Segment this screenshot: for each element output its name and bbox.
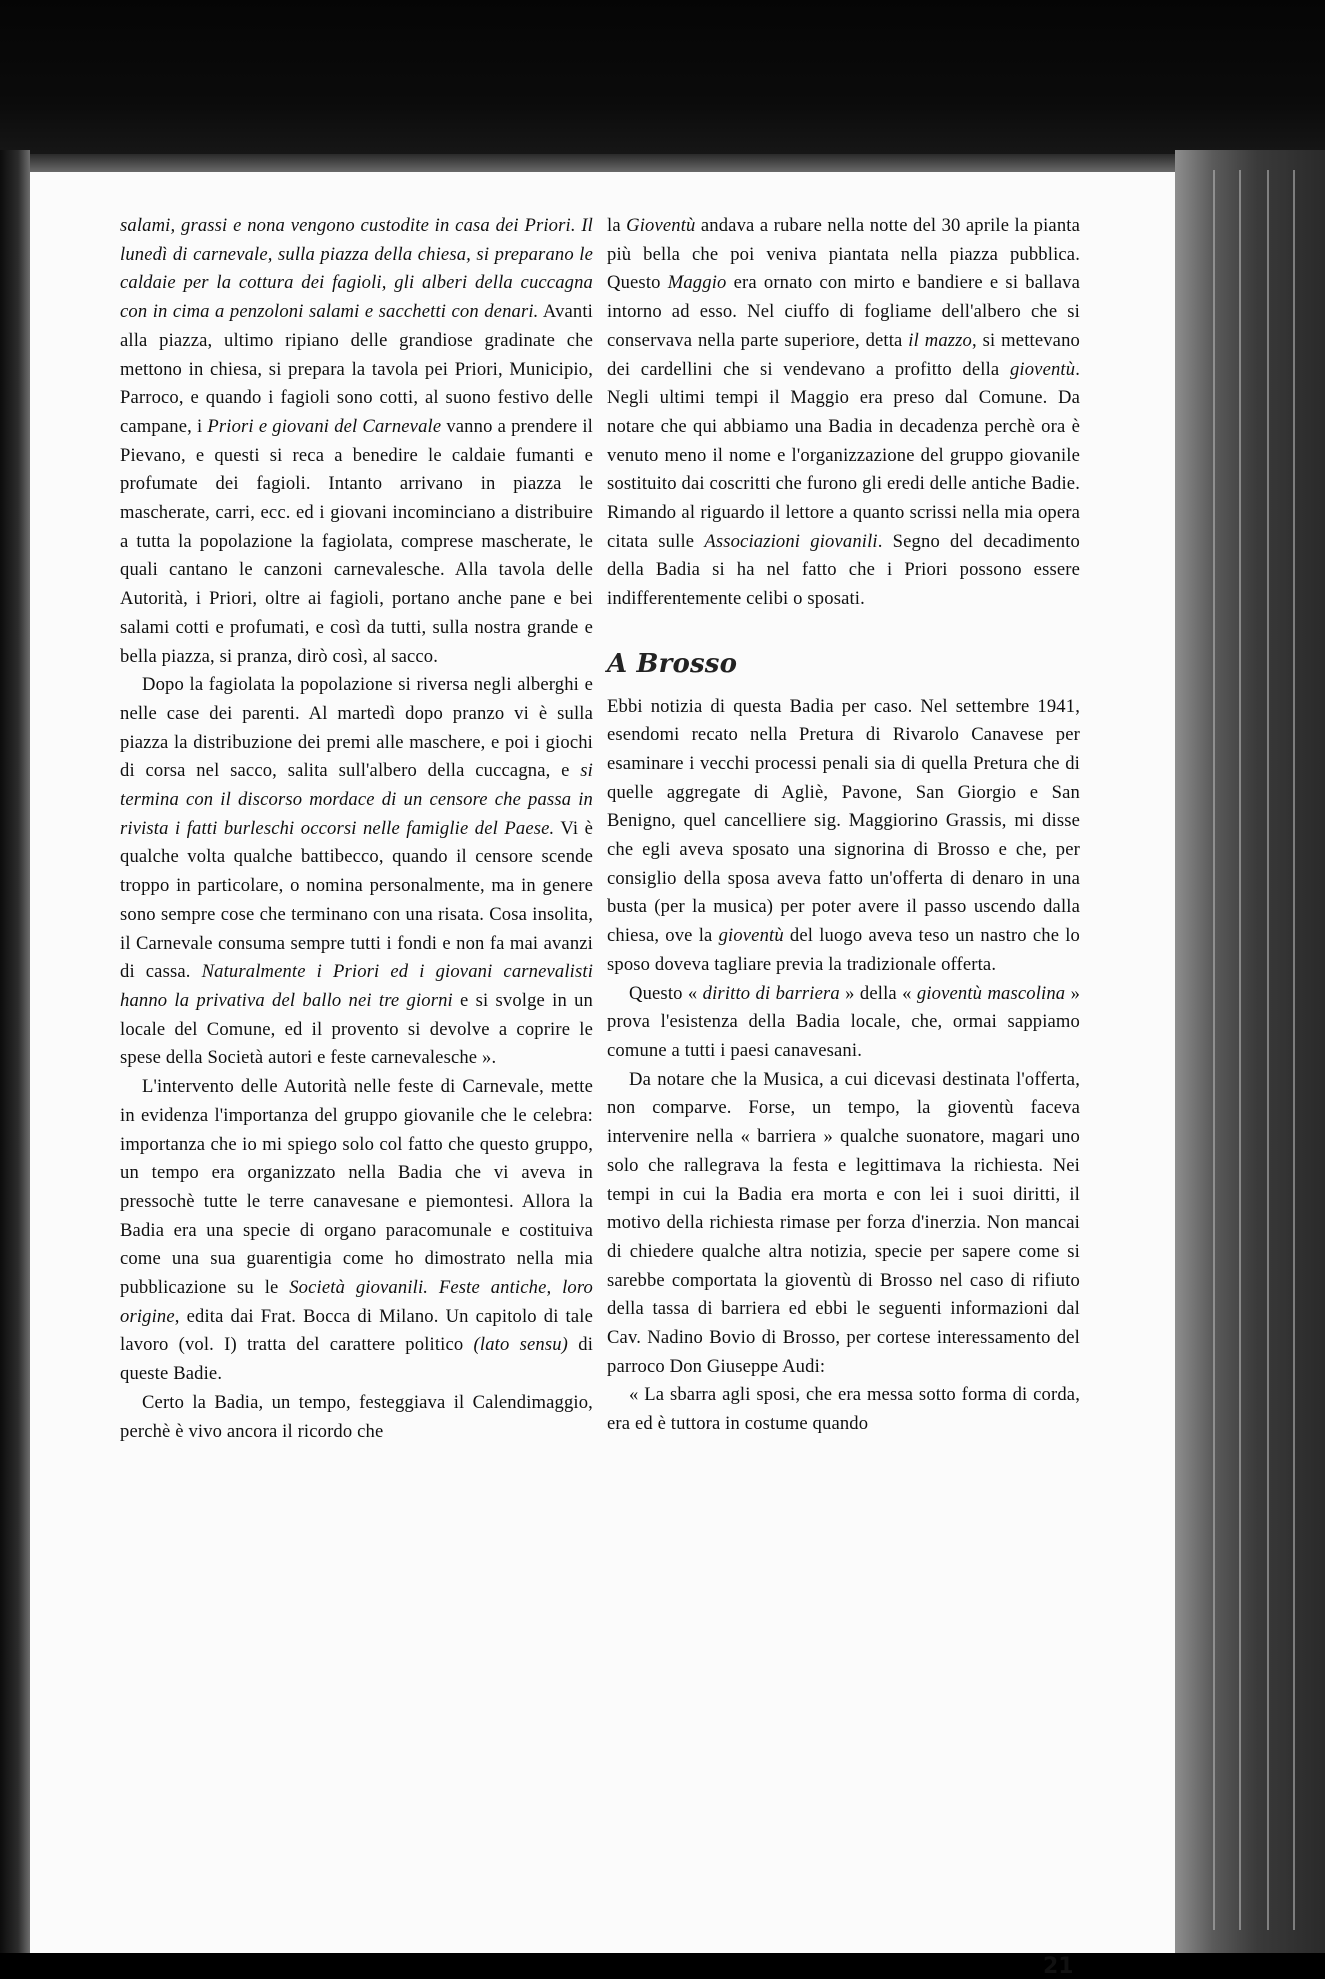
book-spine-edge — [1175, 150, 1325, 1953]
text-run: Da notare che la Musica, a cui dicevasi destinata l'offerta, non comparve. Forse, un tempo, la gioventù faceva intervenire nella « barriera » qualche suonatore, magari uno solo che rallegrava la festa e legittimava la richiesta. Nei tempi in cui la Badia era morta e con lei i suoi diritti, il motivo della richiesta rimase per forza d'inerzia. Non mancai di chiedere qualche altra notizia, specie per sapere come si sarebbe comportata la gioventù di Brosso nel caso di rifiuto della tassa di barriera ed ebbi le seguenti informazioni dal Cav. Nadino Bovio di Brosso, per cortese interessamento del parroco Don Giuseppe Audi: — [607, 1068, 1080, 1377]
italic-text-run: salami, grassi e nona vengono custodite in casa dei Priori. Il lunedì di carnevale, sulla piazza della chiesa, si preparano le caldaie per la cottura dei fagioli, gli alberi della cuccagna con in cima a penzoloni salami e sacchetti con denari. — [120, 215, 593, 323]
text-run: « La sbarra agli sposi, che era messa sotto forma di corda, era ed è tuttora in costume quando — [607, 1384, 1080, 1435]
text-run: » della « — [839, 982, 917, 1004]
italic-text-run: Maggio — [667, 272, 727, 294]
paragraph — [607, 693, 1080, 980]
text-run: vanno a prendere il Pievano, e questi si reca a benedire le caldaie fumanti e profumate dei fagioli. Intanto arrivano in piazza le mascherate, carri, ecc. ed i giovani incominciano a distribuire a tutta la popolazione la fagiolata, comprese mascherate, le quali cantano le canzoni carnevalesche. Alla tavola delle Autorità, i Priori, oltre ai fagioli, portano anche pane e bei salami cotti e profumati, e così da tutti, sulla nostra grande e bella piazza, si pranza, dirò così, al sacco. — [120, 415, 594, 667]
italic-text-run: gioventù mascolina — [916, 982, 1066, 1004]
text-run: . Negli ultimi tempi il Maggio era preso dal Comune. Da notare che qui abbiamo una Badia in decadenza perchè ora è venuto meno il nome e l'organizzazione del gruppo giovanile sostituito dai coscritti che furono gli eredi delle antiche Badie. Rimando al riguardo il lettore a quanto scrissi nella mia opera citata sulle — [607, 358, 1080, 552]
text-run: di queste Badie. — [120, 1334, 594, 1385]
paragraph — [607, 1381, 1080, 1438]
text-run: andava a rubare nella notte del 30 aprile la pianta più bella che poi veniva piantata nella piazza pubblica. Questo — [607, 215, 1080, 294]
paragraph — [120, 1073, 593, 1389]
text-run: L'intervento delle Autorità nelle feste di Carnevale, mette in evidenza l'importanza del gruppo giovanile che le celebra: importanza che io mi spiego solo col fatto che questo gruppo, un tempo era organizzato nella Badia che vi aveva in pressochè tutte le terre canavesane e piemontesi. Allora la Badia era una specie di organo paracomunale e costituiva come una sua guarentigia come ho dimostrato nella mia pubblicazione su le — [120, 1076, 593, 1299]
section-heading: A Brosso — [607, 648, 738, 679]
italic-text-run: Naturalmente i Priori ed i giovani carnevalisti hanno la privativa del ballo nei tre giorni — [120, 961, 594, 1011]
italic-text-run: il mazzo — [908, 329, 973, 351]
text-run: e si svolge in un locale del Comune, ed il provento si devolve a coprire le spese della Società autori e feste carnevalesche ». — [120, 989, 593, 1069]
page-number: 21 — [1043, 1954, 1074, 1979]
italic-text-run: (lato sensu) — [473, 1334, 569, 1356]
text-run: , edita dai Frat. Bocca di Milano. Un capitolo di tale lavoro (vol. I) tratta del carattere politico — [120, 1305, 593, 1356]
paragraph — [120, 1389, 593, 1446]
text-run: » prova l'esistenza della Badia locale, che, ormai sappiamo comune a tutti i paesi canavesani. — [607, 982, 1081, 1061]
right-column-top-text — [607, 212, 1080, 614]
paragraph — [120, 212, 593, 671]
text-run: era ornato con mirto e bandiere e si ballava intorno ad esso. Nel ciuffo di fogliame dell'albero che si conservava nella parte superiore, detta — [607, 272, 1081, 351]
italic-text-run: Priori e giovani del Carnevale — [207, 415, 442, 437]
text-run: Certo la Badia, un tempo, festeggiava il Calendimaggio, perchè è vivo ancora il ricordo che — [120, 1391, 593, 1442]
right-column-bottom-text — [607, 693, 1080, 1439]
paragraph — [607, 212, 1080, 614]
italic-text-run: Società giovanili. Feste antiche, loro origine — [120, 1277, 594, 1327]
italic-text-run: diritto di barriera — [702, 982, 840, 1004]
scan-left-border — [0, 150, 30, 1953]
text-run: del luogo aveva teso un nastro che lo sposo doveva tagliare previa la tradizionale offerta. — [607, 925, 1080, 975]
left-text-column — [120, 212, 593, 1446]
italic-text-run: Associazioni giovanili — [704, 530, 878, 552]
text-run: Ebbi notizia di questa Badia per caso. Nel settembre 1941, esendomi recato nella Pretura di Rivarolo Canavese per esaminare i vecchi processi penali sia di quella Pretura che di quelle aggregate di Agliè, Pavone, San Giorgio e San Benigno, quel cancelliere sig. Maggiorino Grassis, mi disse che egli aveva sposato una signorina di Brosso e che, per consiglio della sposa aveva fatto un'offerta di denaro in una busta (per la musica) per poter avere il passo uscendo dalla chiesa, ove la — [607, 695, 1080, 947]
book-page — [30, 172, 1175, 1979]
italic-text-run: gioventù — [718, 925, 784, 947]
paragraph — [607, 1066, 1080, 1382]
paragraph — [120, 671, 593, 1073]
italic-text-run: si termina con il discorso mordace di un censore che passa in rivista i fatti burleschi occorsi nelle famiglie del Paese. — [120, 760, 593, 839]
text-run: . Segno del decadimento della Badia si ha nel fatto che i Priori possono essere indifferentemente celibi o sposati. — [607, 530, 1080, 610]
right-text-column — [607, 212, 1080, 1439]
scan-top-border — [0, 0, 1325, 172]
italic-text-run: gioventù — [1009, 358, 1076, 380]
text-run: , si mettevano dei cardellini che si vendevano a profitto della — [607, 329, 1080, 380]
text-run: Questo « — [629, 982, 703, 1004]
text-run: Vi è qualche volta qualche battibecco, quando il censore scende troppo in particolare, o nomina personalmente, ma in genere sono sempre cose che terminano con una risata. Cosa insolita, il Carnevale consuma sempre tutti i fondi e non fa mai avanzi di cassa. — [120, 817, 593, 983]
text-run: la — [607, 215, 627, 236]
paragraph — [607, 980, 1080, 1066]
italic-text-run: Gioventù — [626, 215, 696, 236]
text-run: Avanti alla piazza, ultimo ripiano delle grandiose gradinate che mettono in chiesa, si prepara la tavola pei Priori, Municipio, Parroco, e quando i fagioli sono cotti, al suono festivo delle campane, i — [120, 301, 593, 437]
text-run: Dopo la fagiolata la popolazione si riversa negli alberghi e nelle case dei parenti. Al martedì dopo pranzo vi è sulla piazza la distribuzione dei premi alle maschere, e poi i giochi di corsa nel sacco, salita sull'albero della cuccagna, e — [120, 674, 593, 782]
